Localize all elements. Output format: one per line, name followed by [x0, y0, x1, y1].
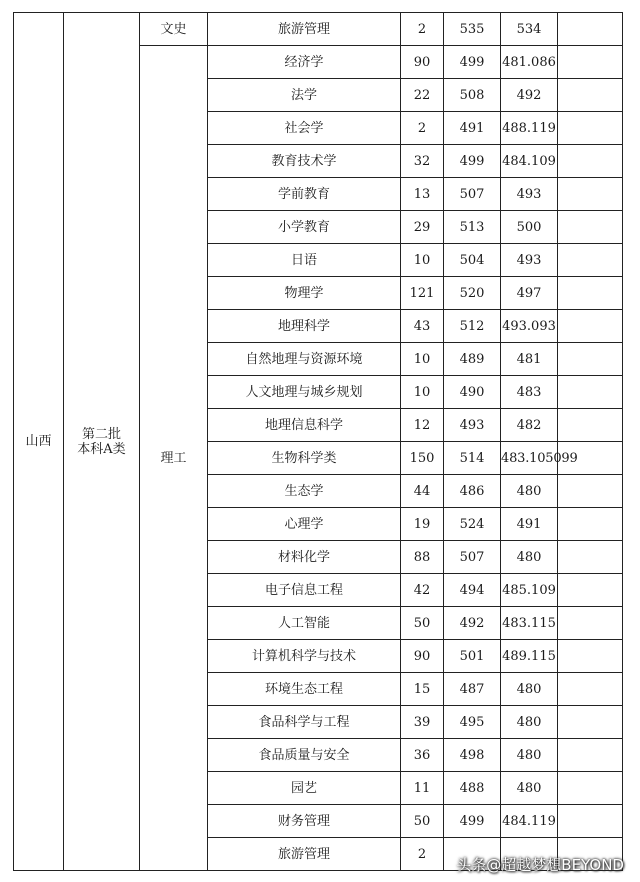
plan-count-cell: 10 [401, 343, 444, 376]
max-score-cell: 514 [444, 442, 501, 475]
plan-count-cell: 150 [401, 442, 444, 475]
plan-count-cell: 50 [401, 805, 444, 838]
max-score-cell: 488 [444, 772, 501, 805]
min-score-cell: 480 [501, 706, 558, 739]
min-score-cell: 481.086 [501, 46, 558, 79]
batch-cell [64, 13, 140, 871]
min-score-cell: 493 [501, 178, 558, 211]
plan-count-cell: 19 [401, 508, 444, 541]
plan-count-cell: 88 [401, 541, 444, 574]
min-score-cell: 480 [501, 673, 558, 706]
min-score-cell: 482 [501, 409, 558, 442]
min-score-cell: 493 [501, 244, 558, 277]
major-cell: 材料化学 [208, 541, 401, 574]
plan-count-cell: 15 [401, 673, 444, 706]
major-cell: 财务管理 [208, 805, 401, 838]
max-score-cell: 486 [444, 475, 501, 508]
plan-count-cell: 90 [401, 46, 444, 79]
empty-cell [558, 805, 623, 838]
major-cell: 小学教育 [208, 211, 401, 244]
plan-count-cell: 13 [401, 178, 444, 211]
plan-count-cell: 10 [401, 376, 444, 409]
plan-count-cell: 11 [401, 772, 444, 805]
empty-cell [558, 376, 623, 409]
empty-cell [558, 46, 623, 79]
max-score-cell: 489 [444, 343, 501, 376]
major-cell: 环境生态工程 [208, 673, 401, 706]
batch-line-2: 本科A类 [77, 441, 126, 457]
max-score-cell: 493 [444, 409, 501, 442]
max-score-cell: 499 [444, 145, 501, 178]
admissions-score-table [13, 12, 623, 871]
empty-cell [558, 574, 623, 607]
major-cell: 社会学 [208, 112, 401, 145]
min-score-cell: 489.115 [501, 640, 558, 673]
major-cell: 法学 [208, 79, 401, 112]
empty-cell [558, 112, 623, 145]
plan-count-cell: 44 [401, 475, 444, 508]
min-score-cell: 480 [501, 475, 558, 508]
major-cell: 经济学 [208, 46, 401, 79]
plan-count-cell: 2 [401, 838, 444, 871]
plan-count-cell: 121 [401, 277, 444, 310]
plan-count-cell: 90 [401, 640, 444, 673]
max-score-cell: 495 [444, 706, 501, 739]
plan-count-cell: 43 [401, 310, 444, 343]
max-score-cell: 487 [444, 673, 501, 706]
max-score-cell: 494 [444, 574, 501, 607]
empty-cell [558, 244, 623, 277]
empty-cell [558, 79, 623, 112]
major-cell: 食品科学与工程 [208, 706, 401, 739]
major-cell: 旅游管理 [208, 838, 401, 871]
major-cell: 旅游管理 [208, 13, 401, 46]
max-score-cell: 491 [444, 112, 501, 145]
min-score-cell: 480 [501, 772, 558, 805]
empty-cell [558, 772, 623, 805]
min-score-cell: 500 [501, 211, 558, 244]
max-score-cell: 507 [444, 178, 501, 211]
plan-count-cell: 29 [401, 211, 444, 244]
empty-cell [558, 277, 623, 310]
major-cell: 计算机科学与技术 [208, 640, 401, 673]
empty-cell [558, 475, 623, 508]
max-score-cell: 498 [444, 739, 501, 772]
plan-count-cell: 39 [401, 706, 444, 739]
max-score-cell: 492 [444, 607, 501, 640]
min-score-cell: 480 [501, 541, 558, 574]
batch-line-1: 第二批 [81, 426, 121, 442]
major-cell: 教育技术学 [208, 145, 401, 178]
plan-count-cell: 22 [401, 79, 444, 112]
major-cell: 学前教育 [208, 178, 401, 211]
major-cell: 园艺 [208, 772, 401, 805]
empty-cell [558, 508, 623, 541]
max-score-cell: 490 [444, 376, 501, 409]
empty-cell [558, 541, 623, 574]
empty-cell [558, 178, 623, 211]
major-cell: 自然地理与资源环境 [208, 343, 401, 376]
empty-cell [558, 211, 623, 244]
empty-cell [558, 607, 623, 640]
plan-count-cell: 12 [401, 409, 444, 442]
min-score-cell: 483.105099 [501, 442, 558, 475]
min-score-cell: 485.109 [501, 574, 558, 607]
major-cell: 人工智能 [208, 607, 401, 640]
min-score-cell: 484.119 [501, 805, 558, 838]
plan-count-cell: 2 [401, 13, 444, 46]
empty-cell [558, 706, 623, 739]
category-cell-wenshi: 文史 [140, 13, 208, 46]
empty-cell [558, 310, 623, 343]
empty-cell [558, 409, 623, 442]
plan-count-cell: 32 [401, 145, 444, 178]
max-score-cell: 524 [444, 508, 501, 541]
empty-cell [558, 13, 623, 46]
major-cell: 心理学 [208, 508, 401, 541]
max-score-cell: 501 [444, 640, 501, 673]
max-score-cell: 499 [444, 805, 501, 838]
major-cell: 物理学 [208, 277, 401, 310]
max-score-cell: 513 [444, 211, 501, 244]
province-cell: 山西 [14, 13, 64, 871]
plan-count-cell: 36 [401, 739, 444, 772]
max-score-cell: 508 [444, 79, 501, 112]
min-score-cell: 488.119 [501, 112, 558, 145]
plan-count-cell: 10 [401, 244, 444, 277]
max-score-cell: 507 [444, 541, 501, 574]
min-score-cell: 492 [501, 79, 558, 112]
empty-cell [558, 673, 623, 706]
empty-cell [558, 640, 623, 673]
min-score-cell: 483 [501, 376, 558, 409]
min-score-cell: 484.109 [501, 145, 558, 178]
max-score-cell: 512 [444, 310, 501, 343]
max-score-cell: 499 [444, 46, 501, 79]
category-cell-ligong: 理工 [140, 46, 208, 871]
max-score-cell: 535 [444, 13, 501, 46]
plan-count-cell: 42 [401, 574, 444, 607]
major-cell: 人文地理与城乡规划 [208, 376, 401, 409]
major-cell: 食品质量与安全 [208, 739, 401, 772]
major-cell: 地理科学 [208, 310, 401, 343]
empty-cell [558, 145, 623, 178]
max-score-cell: 504 [444, 244, 501, 277]
min-score-cell: 534 [501, 13, 558, 46]
min-score-cell: 481 [501, 343, 558, 376]
empty-cell [558, 343, 623, 376]
major-cell: 地理信息科学 [208, 409, 401, 442]
empty-cell [558, 739, 623, 772]
plan-count-cell: 50 [401, 607, 444, 640]
min-score-cell: 493.093 [501, 310, 558, 343]
min-score-cell: 497 [501, 277, 558, 310]
max-score-cell: 520 [444, 277, 501, 310]
watermark-text: 头条@超越梦想BEYOND [456, 856, 624, 874]
major-cell: 日语 [208, 244, 401, 277]
min-score-cell: 480 [501, 739, 558, 772]
major-cell: 电子信息工程 [208, 574, 401, 607]
min-score-cell: 483.115 [501, 607, 558, 640]
major-cell: 生物科学类 [208, 442, 401, 475]
major-cell: 生态学 [208, 475, 401, 508]
plan-count-cell: 2 [401, 112, 444, 145]
min-score-cell: 491 [501, 508, 558, 541]
table-row [14, 13, 623, 46]
